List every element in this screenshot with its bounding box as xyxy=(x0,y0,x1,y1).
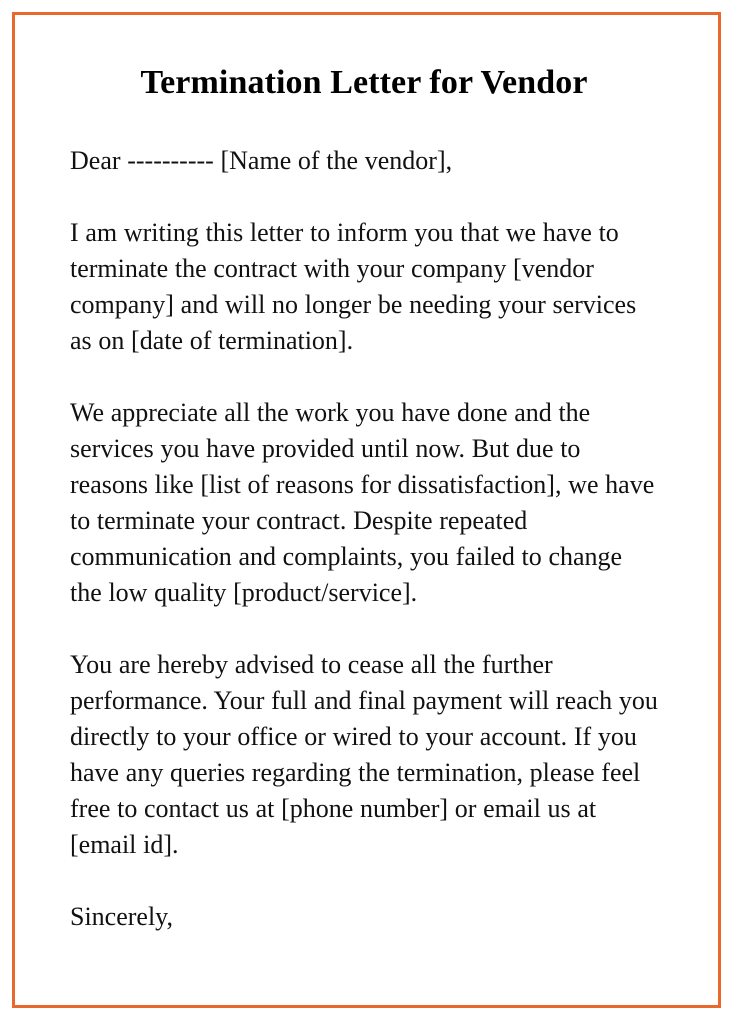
body-paragraph-1: I am writing this letter to inform you that we have to terminate the contract with your company [vendor company] and will no longer be needing your services as on [date of termination]. xyxy=(70,217,637,355)
body-paragraph-2: We appreciate all the work you have done and the services you have provided until now. But due to reasons like [list of reasons for dissatisfaction], we have to terminate your contract. Despite repeated communication and complaints, you failed to change the low quality [product/service]. xyxy=(70,397,655,607)
body-paragraph-3: You are hereby advised to cease all the further performance. Your full and final payment will reach you directly to your office or wired to your account. If you have any queries regarding the termination, please feel free to contact us at [phone number] or email us at [email id]. xyxy=(70,649,658,859)
salutation-line: Dear ---------- [Name of the vendor], xyxy=(70,145,453,175)
closing-line: Sincerely, xyxy=(70,901,173,931)
page-title: Termination Letter for Vendor xyxy=(140,64,588,101)
letter-content xyxy=(70,62,658,935)
